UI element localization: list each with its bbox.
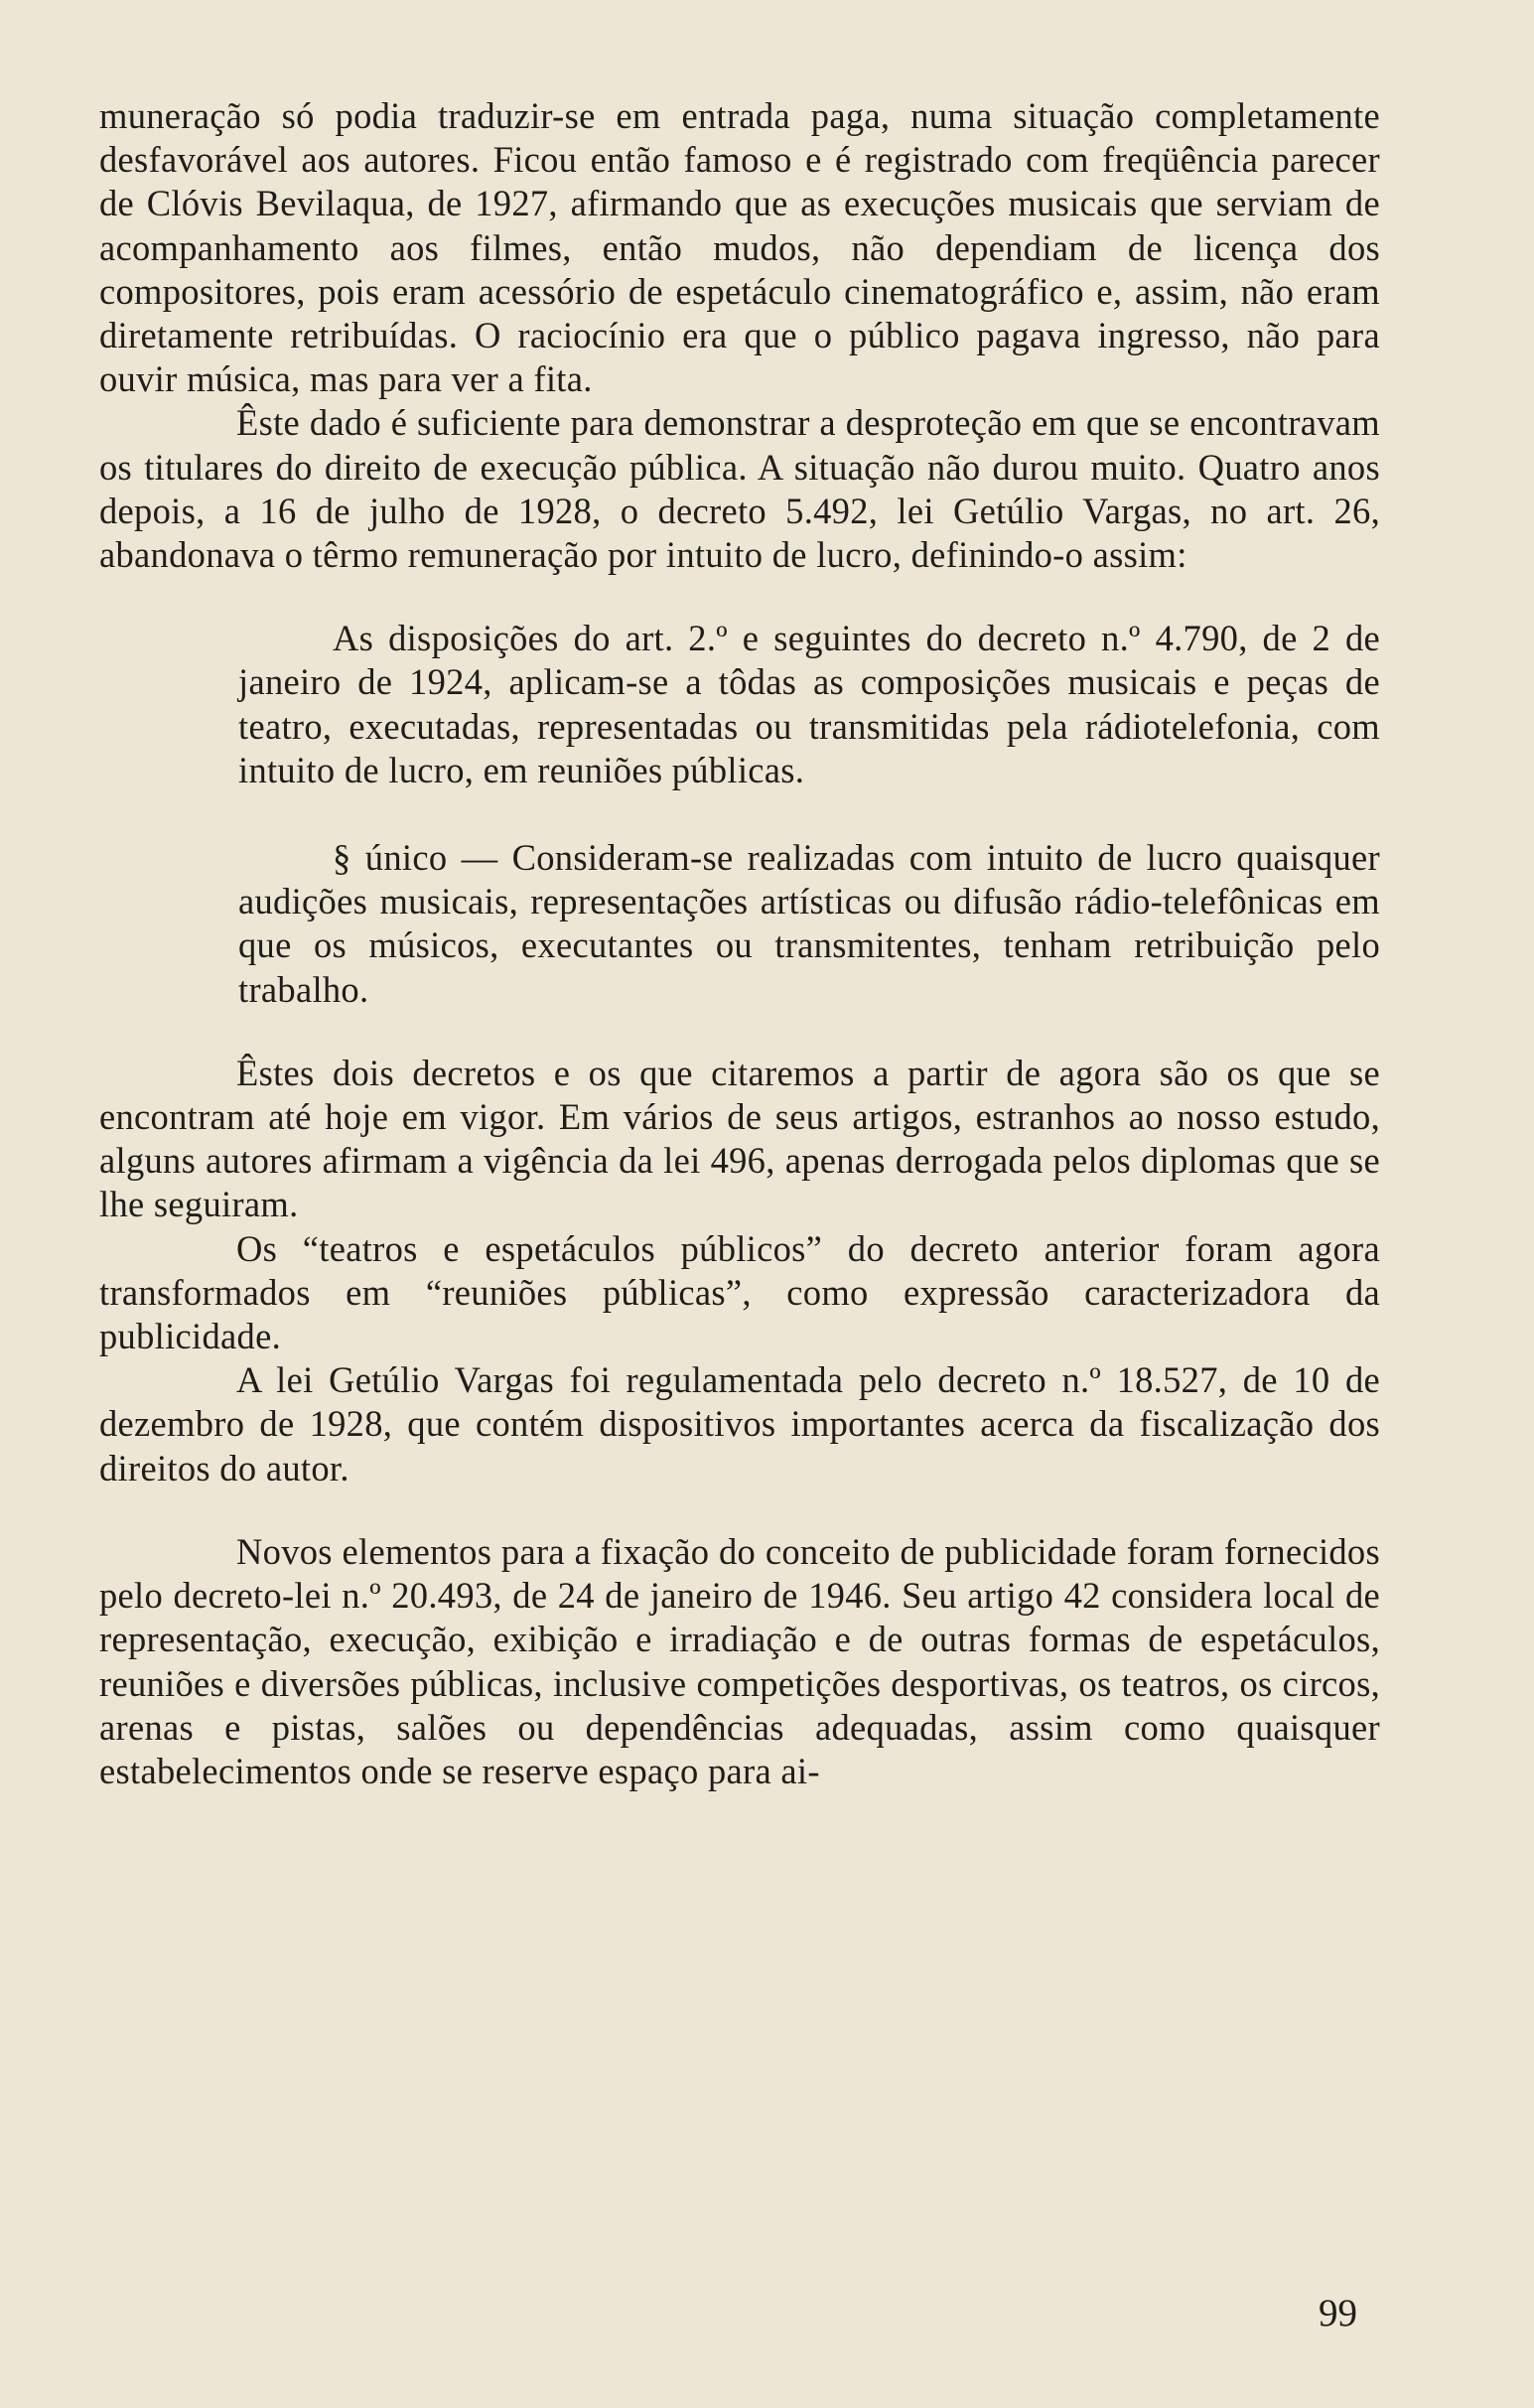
paragraph-2: Êste dado é suficiente para demonstrar a desproteção em que se encontravam os titulares do direito de execução pública. A situação não durou muito. Quatro anos depois, a 16 de julho de 1928, o decreto 5.492, lei Getúlio Vargas, no art. 26, abandonava o têrmo remuneração por intuito de lucro, definindo-o assim: [99,402,1380,576]
quote-paragraph-2: § único — Consideram-se realizadas com intuito de lucro quaisquer audições musicais, representações artísticas ou difusão rádio-telefônicas em que os músicos, executantes ou transmitentes, tenham retribuição pelo trabalho. [238,837,1380,1010]
quote-paragraph-1: As disposições do art. 2.º e seguintes do decreto n.º 4.790, de 2 de janeiro de 1924, aplicam-se a tôdas as composições musicais e peças de teatro, executadas, representadas ou transmitidas pela rádiotelefonia, com intuito de lucro, em reuniões públicas. [238,618,1380,790]
page-number: 99 [1319,2292,1357,2335]
paragraph-3: Êstes dois decretos e os que citaremos a partir de agora são os que se encontram até hoje em vigor. Em vários de seus artigos, estranhos ao nosso estudo, alguns autores afirmam a vigência da lei 496, apenas derrogada pelos diplomas que se lhe seguiram. [99,1052,1380,1225]
body-text [99,94,1380,1793]
quoted-decree [99,617,1380,1012]
paragraph-6: Novos elementos para a fixação do conceito de publicidade foram fornecidos pelo decreto-lei n.º 20.493, de 24 de janeiro de 1946. Seu artigo 42 considera local de representação, execução, exibição e irradiação e de outras formas de espetáculos, reuniões e diversões públicas, inclusive competições desportivas, os teatros, os circos, arenas e pistas, salões ou dependências adequadas, assim como quaisquer estabelecimentos onde se reserve espaço para ai- [99,1530,1380,1791]
paragraph-5: A lei Getúlio Vargas foi regulamentada pelo decreto n.º 18.527, de 10 de dezembro de 1928, que contém dispositivos importantes acerca da fiscalização dos direitos do autor. [99,1359,1380,1488]
paragraph-1: muneração só podia traduzir-se em entrada paga, numa situação completamente desfavorável aos autores. Ficou então famoso e é registrado com freqüência parecer de Clóvis Bevilaqua, de 1927, afirmando que as execuções musicais que serviam de acompanhamento aos filmes, então mudos, não dependiam de licença dos compositores, pois eram acessório de espetáculo cinematográfico e, assim, não eram diretamente retribuídas. O raciocínio era que o público pagava ingresso, não para ouvir música, mas para ver a fita. [99,95,1380,400]
paragraph-4: Os “teatros e espetáculos públicos” do decreto anterior foram agora transformados em “reuniões públicas”, como expressão caracterizadora da publicidade. [99,1227,1380,1357]
